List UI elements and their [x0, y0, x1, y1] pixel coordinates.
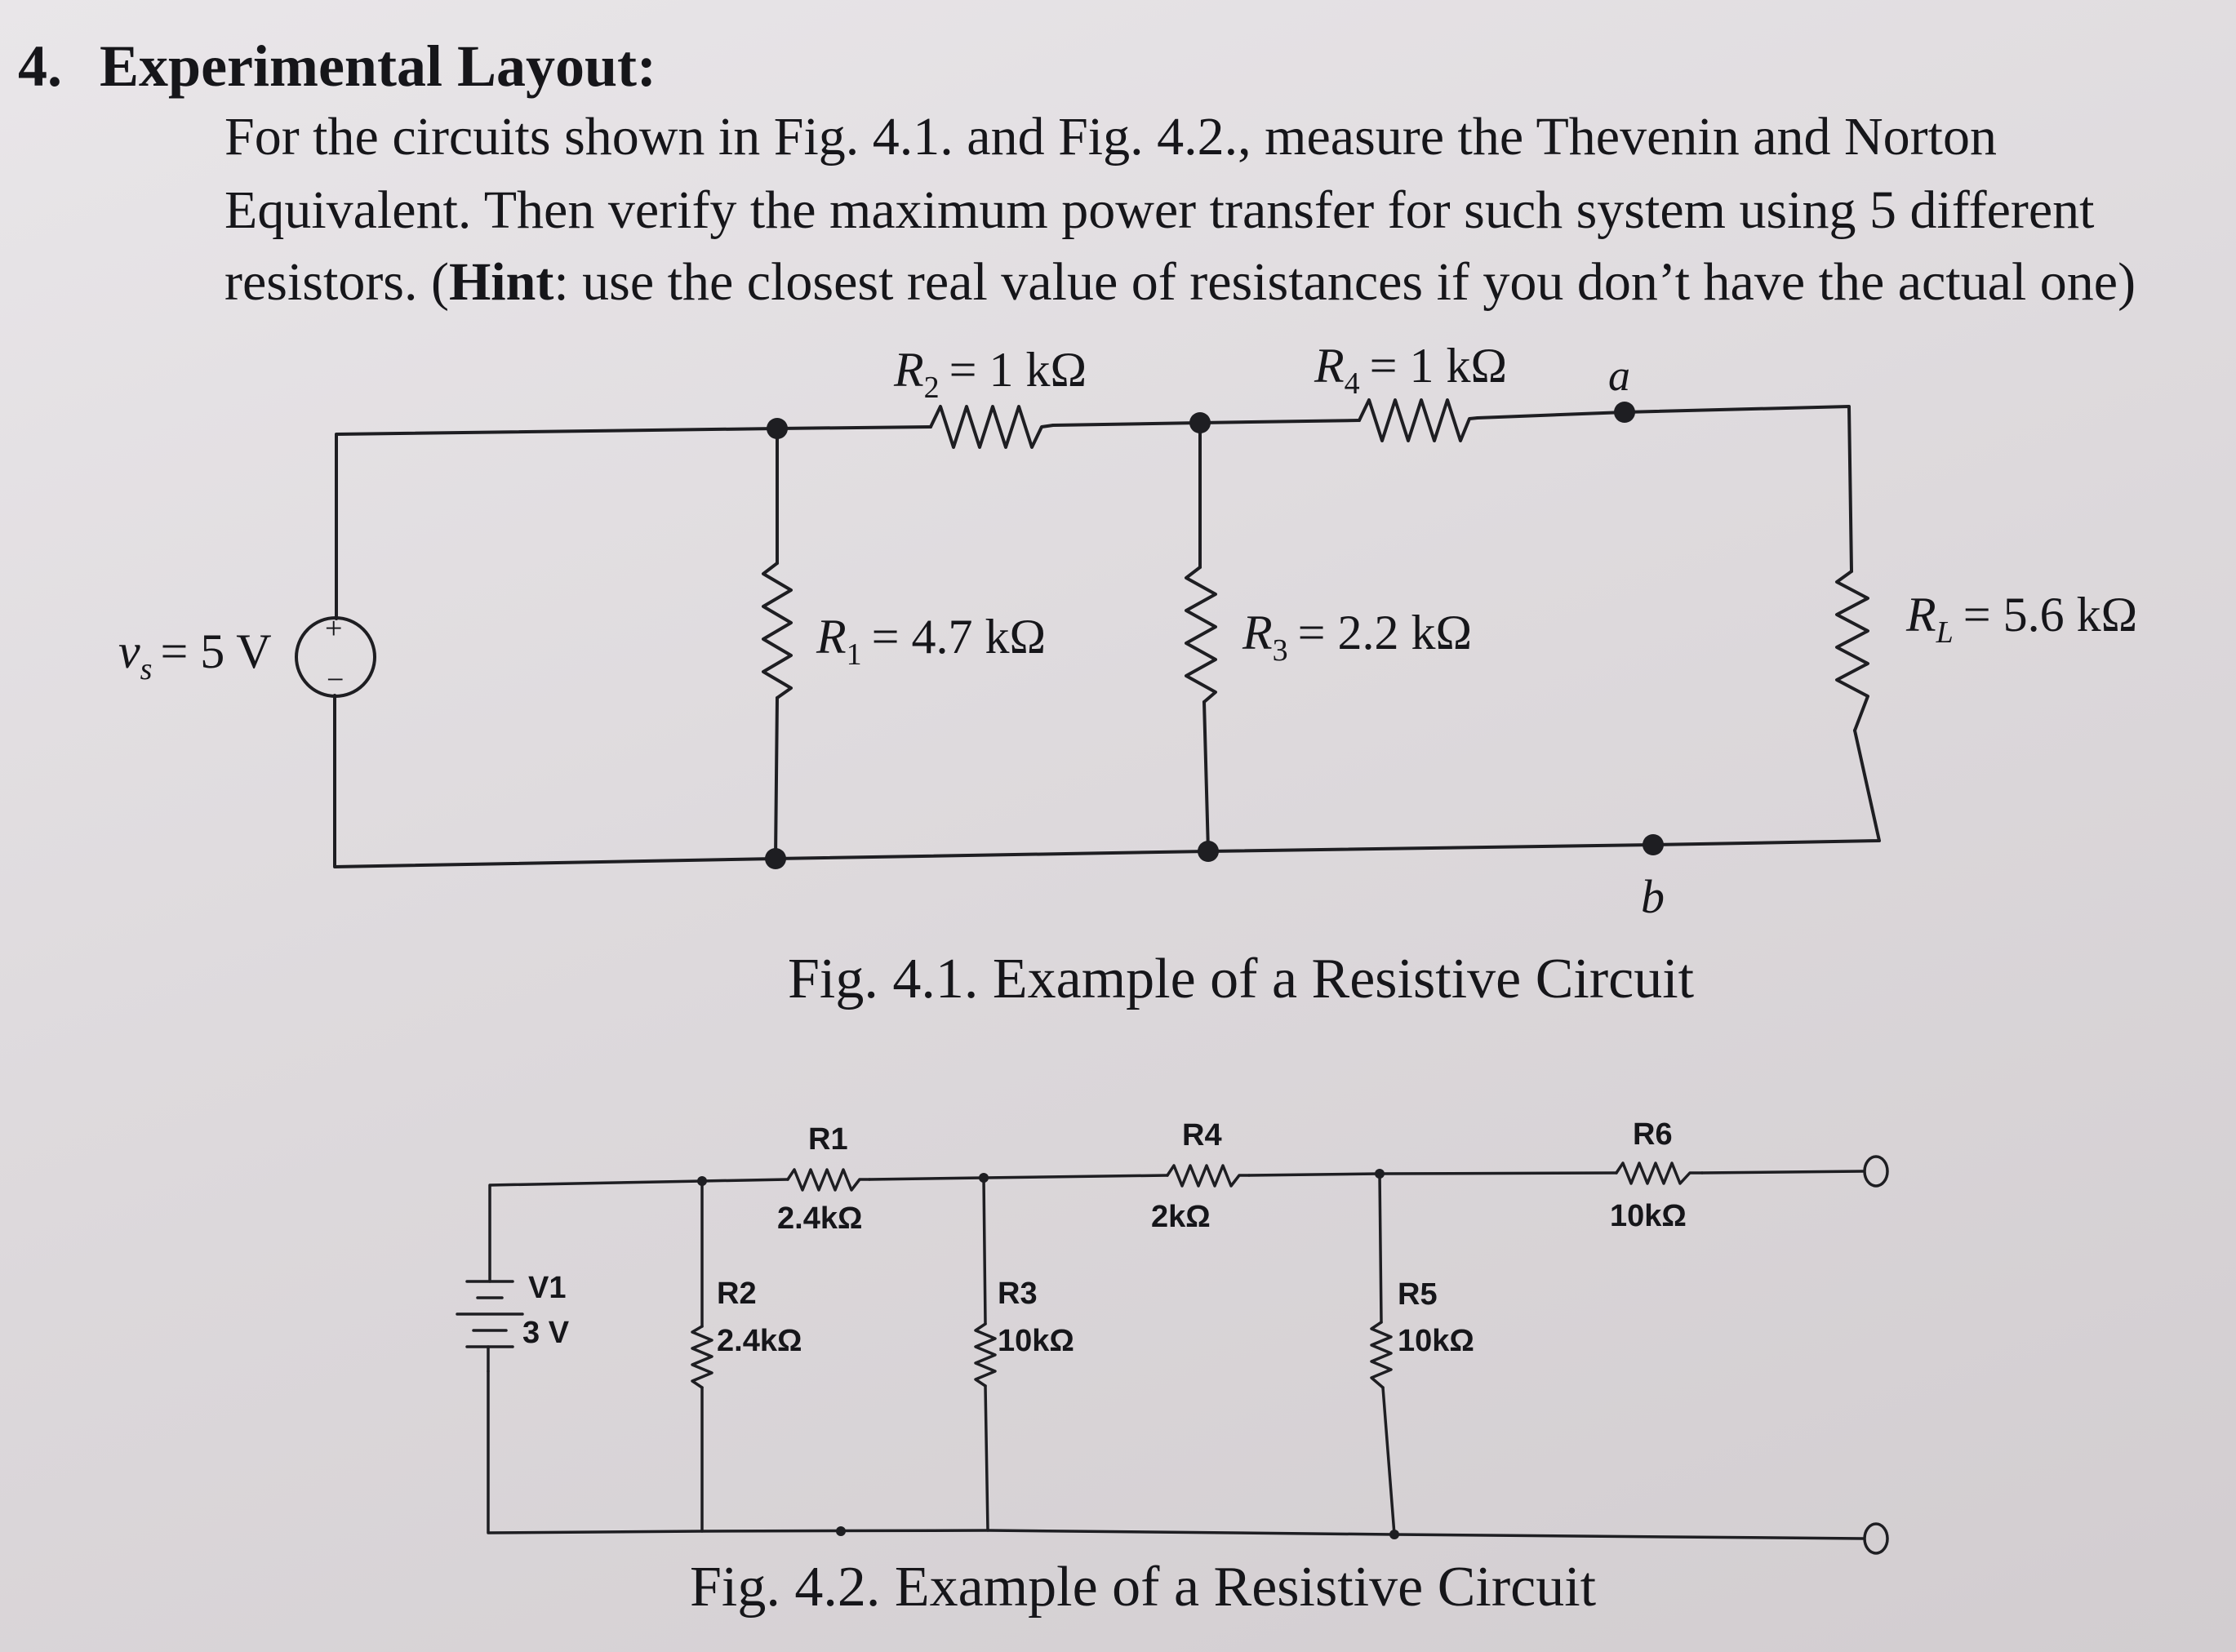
- r4-symbol: R: [1314, 339, 1345, 393]
- vs-subscript: s: [140, 652, 153, 686]
- r4-value-label: 2kΩ: [1151, 1200, 1211, 1234]
- resistor-r1-symbol: [788, 1170, 869, 1190]
- figure-4-2-labels: [522, 1117, 1687, 1358]
- terminal-a-label: a: [1608, 351, 1630, 400]
- terminal-a-dot: [1614, 402, 1635, 423]
- output-terminal-bottom: [1865, 1524, 1887, 1553]
- resistor-r4-symbol: [1167, 1166, 1249, 1186]
- output-terminal-top: [1865, 1157, 1887, 1186]
- vs-symbol: v: [118, 624, 140, 678]
- wire-left-top: [490, 1179, 788, 1281]
- r3-label: [1242, 606, 1472, 668]
- r1-symbol: R: [816, 610, 847, 664]
- figure-4-1-labels: [118, 339, 2137, 923]
- wire-top-to-r4: [1200, 420, 1359, 423]
- r1-value-label: 2.4kΩ: [777, 1201, 863, 1236]
- resistor-r6-symbol: [1616, 1163, 1702, 1183]
- wire-bottom-rail: [488, 1371, 1863, 1539]
- r3-symbol: R: [1242, 606, 1273, 659]
- junction-dot: [1198, 841, 1219, 862]
- section-title: Experimental Layout:: [100, 33, 656, 99]
- r1-label: [816, 610, 1046, 672]
- resistor-rl-symbol: [1837, 571, 1868, 731]
- junction-dot: [836, 1526, 846, 1536]
- wire-r3-to-r4: [984, 1175, 1167, 1178]
- r4-value: = 1 kΩ: [1369, 339, 1508, 393]
- wire-r3-bottom: [1204, 702, 1208, 851]
- wire-r1-bottom: [776, 698, 777, 859]
- r5-name-label: R5: [1398, 1277, 1438, 1312]
- wire-r6-to-terminal: [1702, 1171, 1863, 1173]
- terminal-b-dot: [1643, 834, 1664, 855]
- r1-value: = 4.7 kΩ: [871, 610, 1047, 664]
- rl-value: = 5.6 kΩ: [1963, 588, 2138, 642]
- terminal-b-label: b: [1641, 870, 1665, 923]
- junction-dot: [765, 848, 786, 869]
- r1-subscript: 1: [846, 637, 862, 672]
- figure-4-1-circuit: [296, 400, 1879, 867]
- r3-value: = 2.2 kΩ: [1297, 606, 1473, 659]
- wire-r3-top: [984, 1178, 985, 1324]
- r2-name-label: R2: [717, 1277, 757, 1311]
- r6-name-label: R6: [1633, 1117, 1673, 1152]
- wire-top-right: [1478, 406, 1851, 571]
- r2-symbol: R: [894, 343, 924, 397]
- r2-value: = 1 kΩ: [949, 343, 1087, 397]
- wire-r1-to-r3: [869, 1178, 984, 1179]
- resistor-r3-symbol: [976, 1324, 995, 1386]
- r2-value-label: 2.4kΩ: [717, 1324, 802, 1358]
- wire-top-mid: [777, 427, 931, 429]
- vs-minus-sign: −: [327, 663, 345, 697]
- r3-subscript: 3: [1272, 633, 1288, 668]
- wire-r4-to-r5: [1249, 1174, 1380, 1175]
- figure-4-2-caption: Fig. 4.2. Example of a Resistive Circuit: [690, 1556, 1597, 1619]
- r3-value-label: 10kΩ: [998, 1324, 1074, 1358]
- r3-name-label: R3: [998, 1277, 1038, 1311]
- hint-label: Hint: [448, 252, 554, 312]
- section-number: 4.: [18, 33, 62, 99]
- r1-name-label: R1: [808, 1122, 848, 1157]
- vs-plus-sign: +: [325, 611, 343, 646]
- r2-label: [893, 343, 1087, 405]
- junction-dot: [767, 418, 788, 439]
- wire-top-to-r3: [1053, 423, 1200, 425]
- wire-r5-bottom: [1383, 1388, 1394, 1534]
- r5-value-label: 10kΩ: [1398, 1324, 1474, 1358]
- rl-label: [1905, 588, 2137, 650]
- instruction-line-1: For the circuits shown in Fig. 4.1. and Fig. 4.2., measure the Thevenin and Norton: [224, 107, 1997, 167]
- wire-left-loop-top: [336, 429, 777, 619]
- junction-dot: [979, 1173, 989, 1183]
- r6-value-label: 10kΩ: [1610, 1199, 1687, 1233]
- resistor-r1-symbol: [763, 563, 791, 698]
- instruction-line-2: Equivalent. Then verify the maximum power transfer for such system using 5 different: [224, 180, 2095, 240]
- resistor-r4-symbol: [1359, 400, 1478, 441]
- wire-bottom: [335, 695, 1653, 867]
- junction-dot: [1389, 1530, 1399, 1539]
- v1-name-label: V1: [528, 1271, 567, 1305]
- resistor-r3-symbol: [1186, 567, 1216, 702]
- vs-value: = 5 V: [160, 624, 272, 678]
- r4-subscript: 4: [1344, 366, 1360, 401]
- rl-subscript: L: [1936, 615, 1954, 650]
- wire-r3-bottom: [985, 1386, 988, 1530]
- instruction-line-3-end: : use the closest real value of resistances if you don’t have the actual one): [553, 252, 2136, 312]
- resistor-r5-symbol: [1371, 1322, 1391, 1388]
- wire-right-bottom: [1653, 731, 1879, 845]
- wire-r5-to-r6: [1380, 1173, 1616, 1174]
- r2-subscript: 2: [923, 371, 940, 405]
- instruction-line-3-start: resistors. (: [224, 252, 449, 312]
- junction-dot: [1189, 412, 1211, 433]
- r4-name-label: R4: [1182, 1118, 1222, 1152]
- junction-dot: [697, 1176, 707, 1186]
- resistor-r2-symbol: [931, 406, 1053, 447]
- junction-dot: [1375, 1169, 1385, 1179]
- vs-label: [118, 624, 272, 686]
- v1-value-label: 3 V: [522, 1316, 570, 1350]
- rl-symbol: R: [1906, 588, 1936, 642]
- wire-r5-top: [1380, 1174, 1381, 1322]
- r4-label: [1314, 339, 1507, 401]
- resistor-r2-symbol: [692, 1326, 712, 1388]
- figure-4-1-caption: Fig. 4.1. Example of a Resistive Circuit: [788, 948, 1695, 1010]
